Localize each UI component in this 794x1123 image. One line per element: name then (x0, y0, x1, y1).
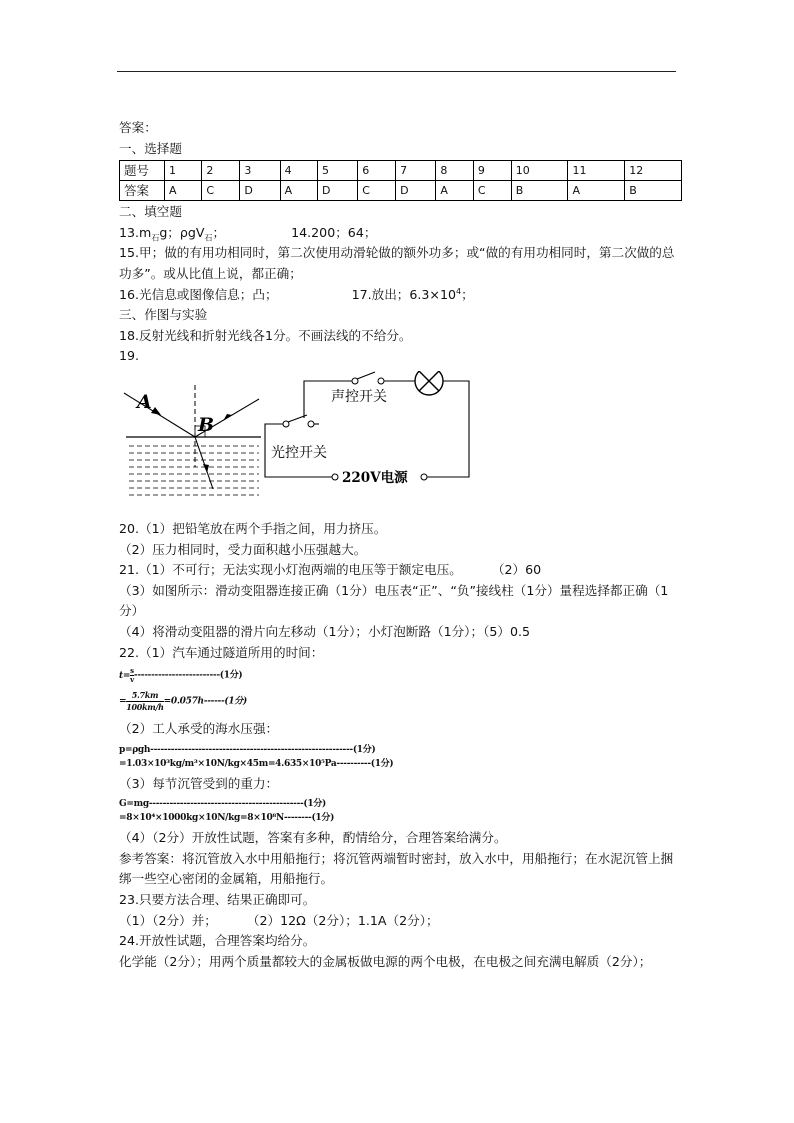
q17-superscript: 4 (456, 286, 462, 296)
formula-time-score: -------------------------(1分) (133, 670, 243, 681)
answer-19-label: 19. (119, 348, 140, 364)
q16-answer: 16.光信息或图像信息；凸； (119, 286, 278, 302)
formula-gravity: G=mg---------------------------------------------(1分) (119, 799, 327, 810)
answer-24-1: 24.开放性试题，合理答案均给分。 (119, 933, 316, 949)
answer-22-1: 22.（1）汽车通过隧道所用的时间： (119, 644, 324, 660)
answer-23-part1: （1）（2分）并； (119, 912, 217, 928)
table-head-number: 题号 (120, 161, 165, 181)
table-cell: 1 (165, 161, 202, 181)
figure-19 (119, 371, 685, 511)
formula-calc-num: 5.7km (126, 690, 163, 702)
formula-gravity-calc: =8×10⁴×1000kg×10N/kg=8×10⁸N--------(1分) (119, 813, 335, 824)
formula-time-num: s (130, 666, 134, 676)
label-light-switch: 光控开关 (271, 444, 327, 461)
wire-right (427, 381, 469, 477)
figure-19-svg (119, 371, 479, 511)
refracted-arrow (203, 464, 209, 473)
answer-20-1: 20.（1）把铅笔放在两个手指之间，用力挤压。 (119, 520, 387, 536)
answer-title: 答案： (119, 120, 157, 135)
table-cell: 9 (473, 161, 511, 181)
table-cell: 6 (358, 161, 396, 181)
table-cell: A (165, 181, 202, 201)
answer-23-2 (119, 911, 685, 932)
section-fill: 二、填空题 (119, 204, 182, 220)
water-hatching (129, 446, 259, 495)
incident-arrow (151, 407, 161, 415)
answer-23-1: 23.只要方法合理、结果正确即可。 (119, 892, 316, 908)
formula-pressure-calc: =1.03×10³kg/m³×10N/kg×45m=4.635×10⁵Pa----------(1分) (119, 758, 394, 769)
formula-pressure: p=ρgh-----------------------------------------------------------(1分) (119, 744, 376, 755)
table-cell: A (568, 181, 625, 201)
table-row-answers (120, 181, 682, 201)
formula-calc-result: =0.057h------(1分) (163, 696, 247, 707)
circuit-diagram (265, 371, 469, 486)
source-terminal-left (332, 474, 338, 480)
formula-calc-eq: = (119, 696, 127, 707)
table-cell: 4 (280, 161, 317, 181)
table-cell: C (358, 181, 396, 201)
formula-calc-den: 100km/h (126, 702, 164, 713)
table-cell: D (396, 181, 436, 201)
answer-22-2: （2）工人承受的海水压强： (119, 721, 279, 737)
section-choice: 一、选择题 (119, 140, 182, 156)
sound-switch-contact-2 (378, 378, 384, 384)
incident-ray (124, 390, 195, 437)
answer-22-4: （4）（2分）开放性试题，答案有多种，酌情给分，合理答案给满分。 (119, 830, 507, 846)
answer-21-4: （4）将滑动变阻器的滑片向左移动（1分）；小灯泡断路（1分）；（5）0.5 (119, 623, 530, 639)
table-row-numbers (120, 161, 682, 181)
table-cell: 2 (202, 161, 240, 181)
header-rule (117, 71, 676, 72)
table-cell: 3 (240, 161, 280, 181)
answer-15: 15.甲；做的有用功相同时，第二次使用动滑轮做的额外功多；或“做的有用功相同时，第二次做的总功多”。或从比值上说，都正确； (119, 245, 675, 281)
answer-21-3: （3）如图所示：滑动变阻器连接正确（1分）电压表“正”、“负”接线柱（1分）量程选择都正确（1分） (119, 582, 669, 619)
table-head-answer: 答案 (120, 181, 165, 201)
answer-22-5: 参考答案：将沉管放入水中用船拖行；将沉管两端暂时密封，放入水中，用船拖行；在水泥沉管上捆绑一些空心密闭的金属箱，用船拖行。 (119, 850, 674, 887)
answer-13-14 (119, 223, 685, 244)
answer-16-17 (119, 285, 685, 306)
reflected-arrow (223, 414, 232, 421)
q17-answer: 17.放出；6.3×10 (351, 286, 457, 302)
formula-time-calc (119, 690, 685, 713)
light-switch-lever (288, 415, 307, 422)
answer-content (119, 118, 685, 972)
answer-24-2: 化学能（2分）；用两个质量都较大的金属板做电源的两个电极，在电极之间充满电解质（2分）； (119, 953, 652, 969)
label-b: B (198, 413, 215, 436)
answer-18: 18.反射光线和折射光线各1分。不画法线的不给分。 (119, 327, 412, 343)
formula-time-lhs: t= (119, 670, 131, 681)
q14-answer: 14.200；64； (291, 224, 377, 240)
answer-23-part2: （2）12Ω（2分）；1.1A（2分）； (246, 912, 439, 928)
table-cell: C (473, 181, 511, 201)
formula-time-den: v (130, 675, 134, 685)
answer-21-1 (119, 560, 685, 581)
answer-21-part2: （2）60 (491, 562, 542, 578)
answer-21-part1: 21.（1）不可行；无法实现小灯泡两端的电压等于额定电压。 (119, 562, 462, 578)
table-cell: 12 (625, 161, 682, 181)
light-switch-contact-2 (308, 421, 314, 427)
q13-body: m (139, 224, 152, 240)
q13-subscript-2: 石 (204, 233, 213, 243)
table-cell: B (625, 181, 682, 201)
answer-20-2: （2）压力相同时，受力面积越小压强越大。 (119, 541, 367, 557)
answer-22-3: （3）每节沉管受到的重力： (119, 775, 279, 791)
table-cell: 8 (436, 161, 473, 181)
lamp-icon (415, 371, 443, 395)
q17-end: ； (461, 286, 474, 302)
section-draw: 三、作图与实验 (119, 307, 208, 323)
table-cell: C (202, 181, 240, 201)
q13-subscript: 石 (151, 233, 160, 243)
source-terminal-right (421, 474, 427, 480)
table-cell: 11 (568, 161, 625, 181)
formula-time (119, 667, 685, 684)
optics-diagram (124, 385, 261, 495)
table-cell: A (436, 181, 473, 201)
answer-table (119, 160, 682, 201)
table-cell: 10 (511, 161, 568, 181)
sound-switch-lever (357, 372, 375, 379)
q13-end: ； (212, 224, 226, 240)
table-cell: D (240, 181, 280, 201)
label-power-source: 220V电源 (342, 469, 408, 486)
table-cell: 5 (318, 161, 358, 181)
label-sound-switch: 声控开关 (331, 388, 387, 405)
q13-number: 13. (119, 224, 140, 240)
table-cell: 7 (396, 161, 436, 181)
table-cell: D (318, 181, 358, 201)
table-cell: B (511, 181, 568, 201)
label-a: A (137, 390, 152, 413)
q13-rest: g；ρgV (159, 224, 205, 240)
table-cell: A (280, 181, 317, 201)
